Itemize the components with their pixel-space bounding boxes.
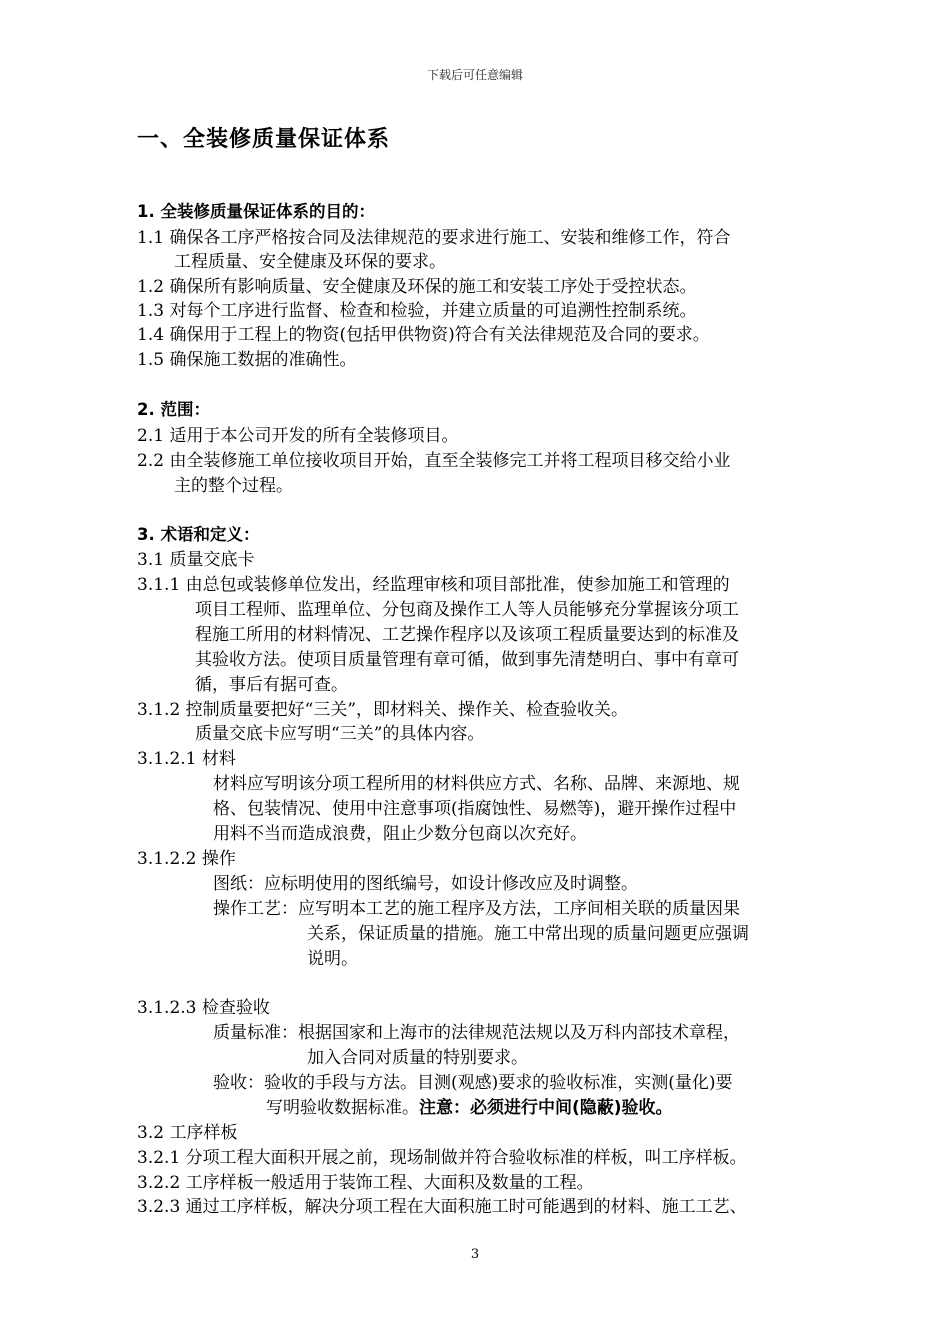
item-text: 由总包或装修单位发出，经监理审核和项目部批准，使参加施工和管理的: [185, 575, 730, 595]
item-1-1-cont: 工程质量、安全健康及环保的要求。: [174, 252, 446, 272]
text: 应写明本工艺的施工程序及方法，工序间相关联的质量因果: [298, 899, 740, 919]
item-number: 1.4: [137, 325, 165, 345]
item-3-1-2-2-line1: 图纸：应标明使用的图纸编号，如设计修改应及时调整。: [213, 874, 638, 894]
page-number: 3: [470, 1247, 480, 1262]
item-3-1-1-line3: 程施工所用的材料情况、工艺操作程序以及该项工程质量要达到的标准及: [195, 625, 739, 645]
text: 根据国家和上海市的法律规范法规以及万科内部技术章程，: [298, 1023, 740, 1043]
item-number: 3.1.1: [137, 575, 181, 595]
item-3-1-2-3-line1: [213, 1021, 740, 1045]
item-text: 确保各工序严格按合同及法律规范的要求进行施工、安装和维修工作，符合: [169, 228, 731, 248]
item-3-1-2-1-line3: 用料不当而造成浪费，阻止少数分包商以次充好。: [213, 824, 587, 844]
item-3-2-2: [137, 1171, 594, 1195]
item-text: 控制质量要把好“三关”，即材料关、操作关、检查验收关。: [185, 700, 629, 720]
item-3-1-1-line4: 其验收方法。使项目质量管理有章可循，做到事先清楚明白、事中有章可: [195, 650, 739, 670]
item-number: 1.3: [137, 301, 165, 321]
item-3-2-3: [137, 1195, 747, 1219]
item-number: 3.2.1: [137, 1148, 181, 1168]
item-number: 1.2: [137, 277, 165, 297]
item-3-1-2-2: [137, 847, 236, 871]
label: 操作工艺：: [213, 899, 298, 919]
text: 写明验收数据标准。: [266, 1098, 419, 1118]
item-3-1-1-line5: 循，事后有据可查。: [195, 675, 348, 695]
item-3-1-2-2-line2: [213, 897, 740, 921]
item-number: 3.1.2.3: [137, 998, 197, 1018]
item-number: 3.2: [137, 1123, 165, 1143]
item-text: 分项工程大面积开展之前，现场制做并符合验收标准的样板，叫工序样板。: [185, 1148, 747, 1168]
label: 质量标准：: [213, 1023, 298, 1043]
item-3-1-2-1-line1: 材料应写明该分项工程所用的材料供应方式、名称、品牌、来源地、规: [213, 774, 740, 794]
item-number: 3.2.2: [137, 1173, 181, 1193]
item-number: 2.2: [137, 451, 165, 471]
item-1-4: [137, 323, 710, 347]
item-text: 适用于本公司开发的所有全装修项目。: [169, 426, 459, 446]
item-text: 质量交底卡: [169, 550, 255, 570]
item-2-2: [137, 449, 730, 473]
section-1-heading: 1. 全装修质量保证体系的目的：: [137, 202, 375, 221]
item-text: 检查验收: [201, 998, 270, 1018]
item-3-1-2-2-line3: 关系，保证质量的措施。施工中常出现的质量问题更应强调: [307, 924, 749, 944]
item-number: 3.2.3: [137, 1197, 181, 1217]
section-3-heading: 3. 术语和定义：: [137, 525, 260, 544]
item-text: 对每个工序进行监督、检查和检验，并建立质量的可追溯性控制系统。: [169, 301, 697, 321]
item-text: 工序样板一般适用于装饰工程、大面积及数量的工程。: [185, 1173, 594, 1193]
note-bold: 注意：必须进行中间(隐蔽)验收。: [419, 1098, 673, 1118]
item-3-1-2: [137, 698, 628, 722]
item-3-1-1-line2: 项目工程师、监理单位、分包商及操作工人等人员能够充分掌握该分项工: [195, 600, 739, 620]
item-3-1: [137, 548, 254, 572]
item-3-1-2-3-line3: 验收：验收的手段与方法。目测(观感)要求的验收标准，实测(量化)要: [213, 1073, 733, 1093]
section-2-heading: 2. 范围：: [137, 400, 210, 419]
item-3-1-1: [137, 573, 730, 597]
item-number: 3.1.2.1: [137, 749, 197, 769]
item-3-2: [137, 1121, 237, 1145]
item-3-1-2-1: [137, 747, 236, 771]
item-text: 工序样板: [169, 1123, 238, 1143]
item-3-1-2-1-line2: 格、包装情况、使用中注意事项(指腐蚀性、易燃等)，避开操作过程中: [213, 799, 737, 819]
item-1-1: [137, 226, 730, 250]
item-text: 确保用于工程上的物资(包括甲供物资)符合有关法律规范及合同的要求。: [169, 325, 710, 345]
item-3-1-2-3-line2: 加入合同对质量的特别要求。: [307, 1048, 528, 1068]
item-3-2-1: [137, 1146, 747, 1170]
item-text: 操作: [201, 849, 236, 869]
item-2-2-cont: 主的整个过程。: [174, 476, 293, 496]
item-number: 3.1: [137, 550, 165, 570]
document-title: 一、全装修质量保证体系: [137, 127, 391, 152]
item-text: 由全装修施工单位接收项目开始，直至全装修完工并将工程项目移交给小业: [169, 451, 731, 471]
item-number: 3.1.2: [137, 700, 181, 720]
item-3-1-2-3-line4: [266, 1096, 673, 1120]
item-1-2: [137, 275, 696, 299]
item-number: 2.1: [137, 426, 165, 446]
item-number: 3.1.2.2: [137, 849, 197, 869]
item-3-1-2-2-line4: 说明。: [307, 949, 358, 969]
item-number: 1.5: [137, 350, 165, 370]
item-text: 通过工序样板，解决分项工程在大面积施工时可能遇到的材料、施工工艺、: [185, 1197, 747, 1217]
page-header: 下载后可任意编辑: [426, 68, 523, 82]
item-text: 确保所有影响质量、安全健康及环保的施工和安装工序处于受控状态。: [169, 277, 697, 297]
item-text: 材料: [201, 749, 236, 769]
item-1-5: [137, 348, 356, 372]
item-number: 1.1: [137, 228, 165, 248]
item-3-1-2-line2: 质量交底卡应写明“三关”的具体内容。: [195, 724, 485, 744]
item-text: 确保施工数据的准确性。: [169, 350, 357, 370]
item-2-1: [137, 424, 458, 448]
item-3-1-2-3: [137, 996, 270, 1020]
item-1-3: [137, 299, 696, 323]
